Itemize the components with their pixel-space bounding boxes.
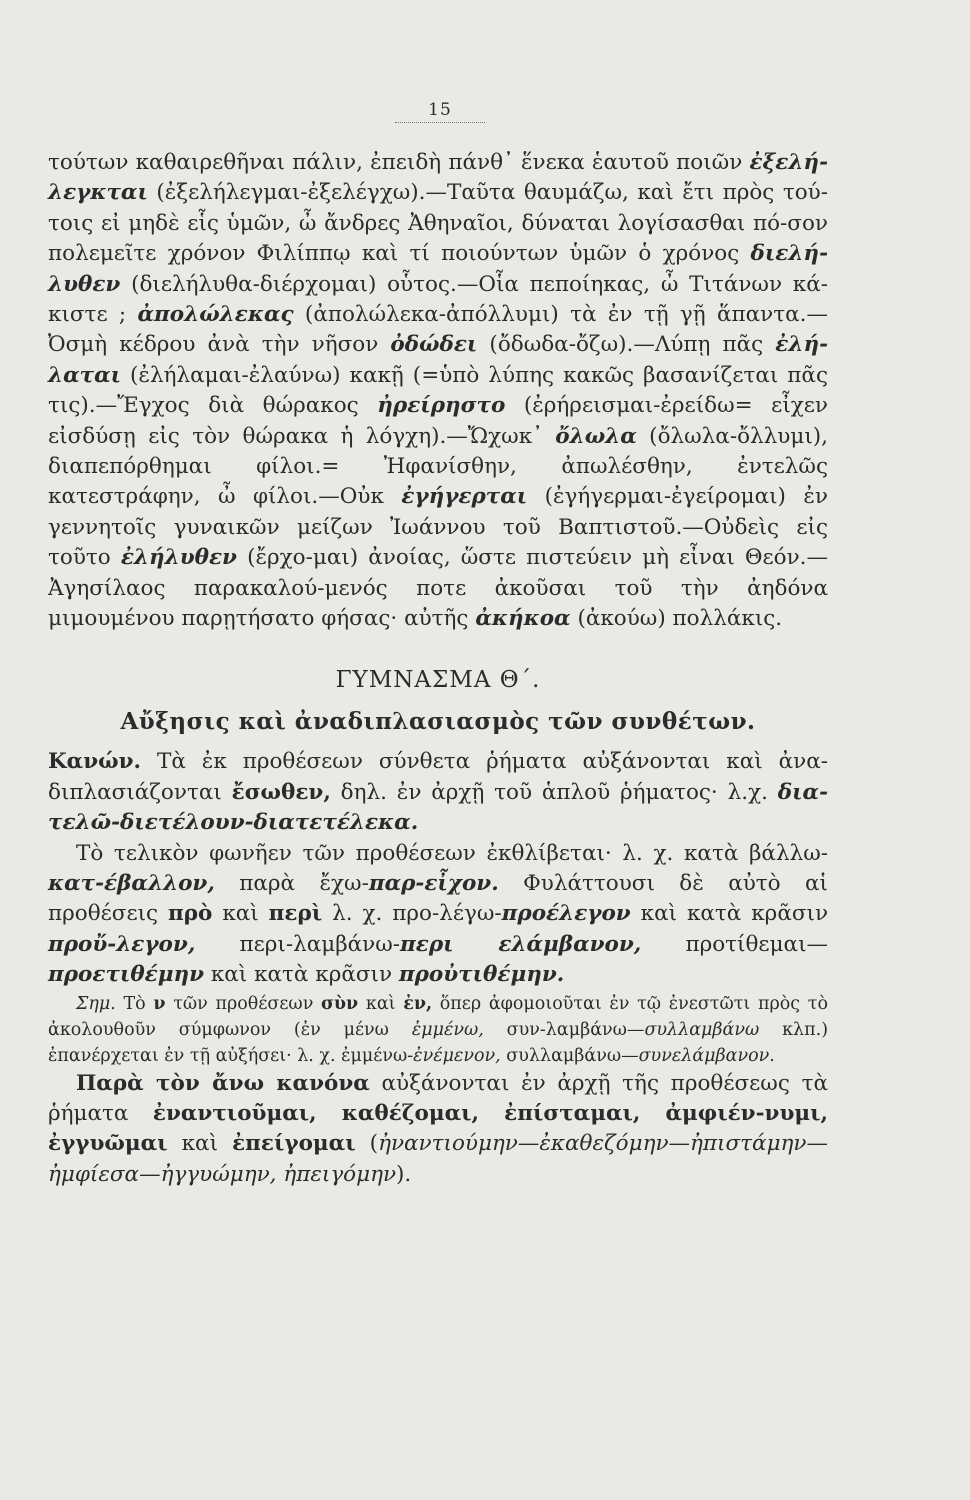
text-run: προτίθεμαι— xyxy=(641,931,828,957)
bold-word: ἐλή-λαται xyxy=(48,332,828,388)
rule-paragraph xyxy=(48,747,828,838)
text-run: (ἀκούω) πολλάκις. xyxy=(570,606,783,632)
bold-word: ἐγήγερται xyxy=(401,484,528,510)
text-run: καὶ κατὰ κρᾶσιν xyxy=(630,901,829,927)
bold-word: πρὸ xyxy=(168,901,213,927)
bold-word: ὄλωλα xyxy=(555,423,637,449)
text-run: (ἐρήρεισμαι-ἐρείδω= εἶχεν εἰσδύσῃ εἰς τὸν θώρακα ἡ λόγχη).—Ὤχωκ᾽ xyxy=(48,393,828,449)
text-run: καὶ xyxy=(358,993,404,1014)
bold-word: περὶ xyxy=(268,901,323,927)
text-run: κλπ.) ἐπανέρχεται ἐν τῇ αὐξήσει· λ. χ. ἐμμένω- xyxy=(48,1019,829,1066)
text-run: (ἔρχο-μαι) ἀνοίας, ὥστε πιστεύειν μὴ εἶναι Θεόν.— Ἀγησίλαος παρακαλού-μενός ποτε ἀκοῦσαι τοῦ τὴν ἀηδόνα μιμουμένου παρῃτήσατο φήσας· αὐτῆς xyxy=(48,545,828,632)
bold-word: ἀκήκοα xyxy=(475,606,571,632)
page-number: 15 xyxy=(395,100,485,123)
bold-word: διελή-λυθεν xyxy=(48,241,828,297)
bold-word: παρ-εἶχον. xyxy=(368,870,499,896)
text-run: τῶν προθέσεων xyxy=(165,993,322,1014)
bold-word: ὀδώδει xyxy=(390,332,478,358)
bold-phrase: Παρὰ τὸν ἄνω κανόνα xyxy=(76,1070,370,1096)
bold-word: σὺν xyxy=(321,993,359,1014)
bold-word: προὔ-λεγον, xyxy=(48,931,196,957)
paragraph-exceptions xyxy=(48,1069,828,1191)
italic-phrase: ἠναντιούμην—ἐκαθεζόμην—ἠπιστάμην—ἠμφίεσα—ἠγγυώμην, ἠπειγόμην xyxy=(48,1131,828,1187)
section-subheading: Αὔξησις καὶ ἀναδιπλασιασμὸς τῶν συνθέτων. xyxy=(120,707,756,735)
bold-word: ἔσωθεν, xyxy=(231,779,331,805)
text-run: ὅπερ ἀφομοιοῦται ἐν τῷ ἐνεστῶτι πρὸς τὸ ἀκολουθοῦν σύμφωνον (ἐν μένω xyxy=(48,993,828,1040)
bold-word: προετιθέμην xyxy=(48,962,205,988)
exercise-heading: ΓΥΜΝΑΣΜΑ Θ΄. xyxy=(335,666,541,693)
text-run: ( xyxy=(355,1131,379,1157)
text-run: περι-λαμβάνω- xyxy=(195,931,401,957)
bold-phrase: ἐναντιοῦμαι, καθέζομαι, ἐπίσταμαι, ἀμφιέν-νυμι, ἐγγυῶμαι xyxy=(48,1100,828,1157)
paragraph-elision xyxy=(48,839,828,991)
text-run: Τὸ τελικὸν φωνῆεν τῶν προθέσεων ἐκθλίβεται· λ. χ. κατὰ βάλλω- xyxy=(76,840,828,866)
text-run: αὐξάνονται ἐν ἀρχῇ τῆς προθέσεως τὰ ῥήματα xyxy=(48,1070,828,1126)
text-run: παρὰ ἔχω- xyxy=(214,870,369,896)
bold-word: ἐλήλυθεν xyxy=(120,545,237,571)
bold-word: ἐξελή-λεγκται xyxy=(48,150,828,206)
bold-word: ἐπείγομαι xyxy=(232,1131,356,1157)
text-run: (διελήλυθα-διέρχομαι) οὗτος.—Οἷα πεποίηκας, ὦ Τιτάνων κά-κιστε ; xyxy=(48,271,828,328)
text-run: (ἐξελήλεγμαι-ἐξελέγχω).—Ταῦτα θαυμάζω, καὶ ἔτι πρὸς τού-τοις εἰ μηδὲ εἷς ὑμῶν, ὦ ἄνδρες Ἀθηναῖοι, δύναται λογίσασθαι πό-σον πολεμεῖτε χρόνον Φιλίππῳ καὶ τί ποιούντων ὑμῶν ὁ χρόνος xyxy=(48,180,828,267)
bold-word: δια-τελῶ-διετέλουν-διατετέλεκα. xyxy=(48,779,828,836)
text-run: (ἀπολώλεκα-ἀπόλλυμι) τὰ ἐν τῇ γῇ ἅπαντα.— Ὀσμὴ κέδρου ἀνὰ τὴν νῆσον xyxy=(48,302,828,358)
page-body xyxy=(48,148,828,1190)
text-run: λ. χ. προ-λέγω- xyxy=(322,901,502,927)
paragraph-examples xyxy=(48,148,828,635)
text-run: συν-λαμβάνω— xyxy=(483,1019,645,1040)
text-run: (ἐλήλαμαι-ἐλαύνω) κακῇ (=ὑπὸ λύπης κακῶς βασανίζεται πᾶς τις).—Ἔγχος διὰ θώρακος xyxy=(48,362,828,419)
bold-word: ἠρείρηστο xyxy=(377,393,506,419)
italic-word: συλλαμβάνω xyxy=(644,1019,760,1040)
bold-word: προέλεγον xyxy=(501,901,631,927)
text-run: Τὸ xyxy=(115,993,154,1014)
italic-word: ἐνέμενον, xyxy=(413,1045,501,1066)
text-run: (ἐγήγερμαι-ἐγείρομαι) ἐν γεννητοῖς γυναικῶν μείζων Ἰωάννου τοῦ Βαπτιστοῦ.—Οὐδεὶς εἰς τοῦτο xyxy=(48,484,828,571)
note-paragraph xyxy=(48,991,828,1069)
bold-word: ν xyxy=(153,993,166,1014)
text-run: (ὄλωλα-ὄλλυμι), διαπεπόρθημαι φίλοι.= Ἠφανίσθην, ἀπωλέσθην, ἐντελῶς κατεστράφην, ὦ φίλοι.—Οὐκ xyxy=(48,423,828,510)
bold-word: κατ-έβαλλον, xyxy=(48,870,215,896)
bold-word: ἐν, xyxy=(403,993,433,1014)
text-run: Τὰ ἐκ προθέσεων σύνθετα ῥήματα αὐξάνονται καὶ ἀνα-διπλασιάζονται xyxy=(48,749,828,805)
bold-word: προὐτιθέμην. xyxy=(398,962,565,988)
italic-word: συνελάμβανον. xyxy=(638,1045,775,1066)
note-label: Σημ. xyxy=(76,993,116,1014)
bold-word: περι ελάμβανον, xyxy=(400,931,642,957)
text-run: καὶ xyxy=(167,1131,233,1157)
text-run: ). xyxy=(396,1161,412,1187)
text-run: Φυλάττουσι δὲ αὐτὸ αἱ προθέσεις xyxy=(48,870,828,927)
rule-label: Κανών. xyxy=(48,749,142,775)
text-run: συλλαμβάνω— xyxy=(500,1045,639,1066)
text-run: καὶ xyxy=(212,901,269,927)
text-run: καὶ κατὰ κρᾶσιν xyxy=(204,962,399,988)
italic-word: ἐμμένω, xyxy=(411,1019,484,1040)
text-run: (ὄδωδα-ὄζω).—Λύπῃ πᾶς xyxy=(477,332,776,358)
text-run: δηλ. ἐν ἀρχῇ τοῦ ἁπλοῦ ῥήματος· λ.χ. xyxy=(330,779,778,805)
text-run: τούτων καθαιρεθῆναι πάλιν, ἐπειδὴ πάνθ᾽ ἕνεκα ἑαυτοῦ ποιῶν xyxy=(48,150,750,175)
bold-word: ἀπολώλεκας xyxy=(137,302,294,328)
